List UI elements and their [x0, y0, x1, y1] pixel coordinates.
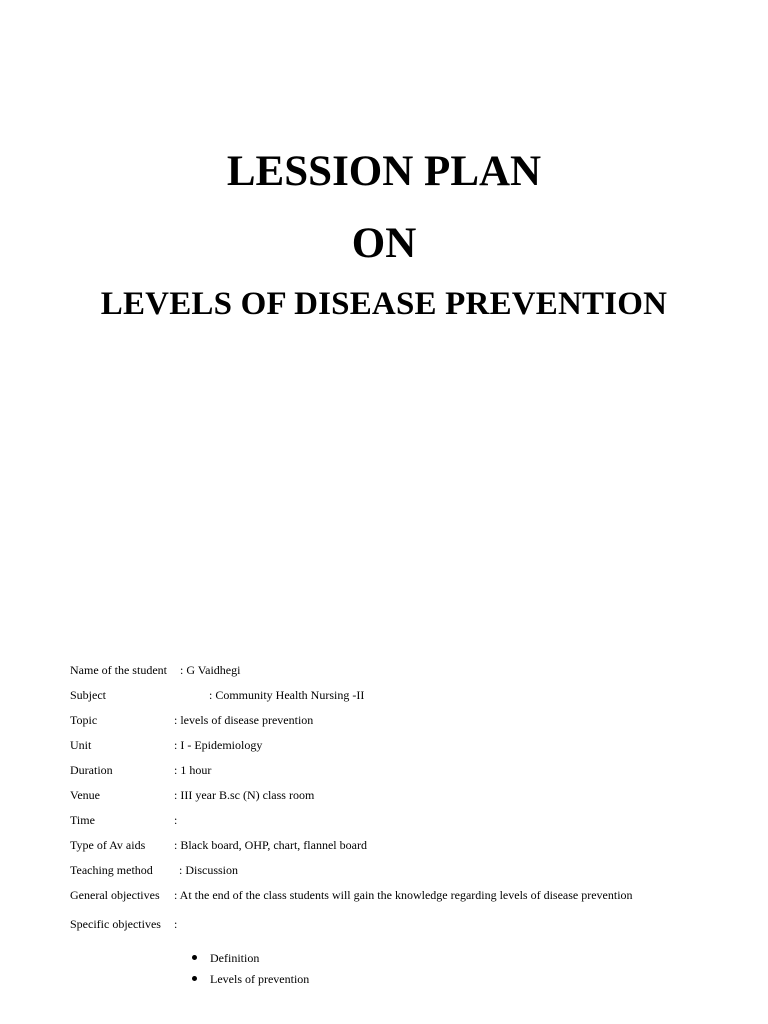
- specific-objectives-list: [190, 951, 309, 992]
- subject-label: Subject: [70, 688, 106, 702]
- general-objectives-value: : At the end of the class students will gain the knowledge regarding levels of disease prevention: [174, 888, 633, 902]
- student-value: : G Vaidhegi: [180, 663, 241, 677]
- list-item-text: Definition: [210, 951, 260, 965]
- list-item: [190, 951, 309, 972]
- unit-value: : I - Epidemiology: [174, 738, 263, 752]
- specific-objectives-value: :: [174, 917, 178, 931]
- unit-label: Unit: [70, 738, 92, 752]
- student-label: Name of the student: [70, 663, 167, 677]
- duration-label: Duration: [70, 763, 113, 777]
- teaching-method-label: Teaching method: [70, 863, 153, 877]
- list-item-text: Levels of prevention: [210, 971, 310, 986]
- teaching-method-value: : Discussion: [179, 863, 239, 877]
- list-item: [190, 972, 309, 993]
- av-aids-value: : Black board, OHP, chart, flannel board: [174, 838, 367, 852]
- time-label: Time: [70, 813, 95, 827]
- subject-value: : Community Health Nursing -II: [209, 688, 365, 702]
- general-objectives-label: General objectives: [70, 888, 160, 902]
- bullet-icon: [192, 955, 197, 960]
- bullet-icon: [192, 976, 197, 981]
- document-title-on: ON: [351, 220, 417, 267]
- venue-label: Venue: [70, 788, 100, 802]
- topic-value: : levels of disease prevention: [174, 713, 314, 727]
- duration-value: : 1 hour: [174, 763, 212, 777]
- av-aids-label: Type of Av aids: [70, 838, 146, 852]
- document-topic-heading: LEVELS OF DISEASE PREVENTION: [100, 286, 668, 322]
- time-value: :: [174, 813, 178, 827]
- topic-label: Topic: [70, 713, 98, 727]
- document-title: LESSION PLAN: [226, 148, 542, 195]
- venue-value: : III year B.sc (N) class room: [174, 788, 315, 802]
- specific-objectives-label: Specific objectives: [70, 917, 161, 931]
